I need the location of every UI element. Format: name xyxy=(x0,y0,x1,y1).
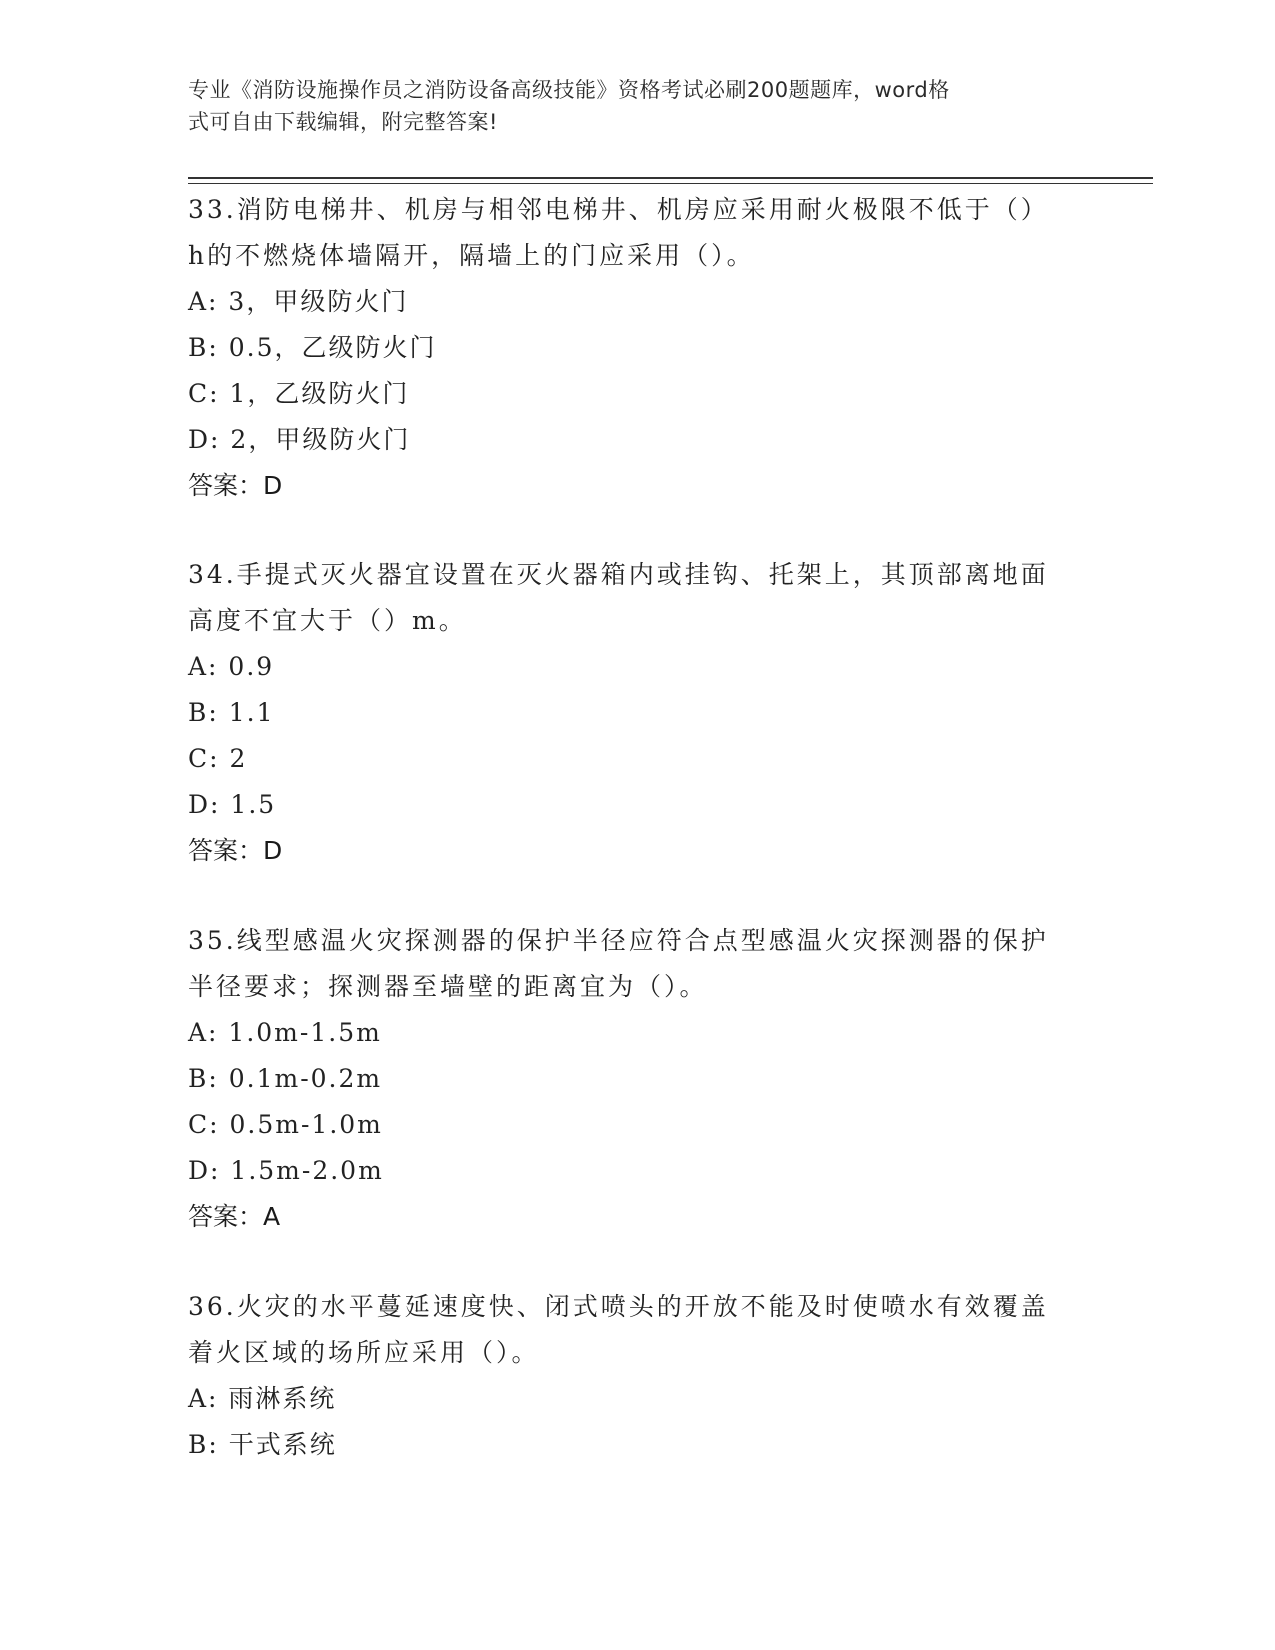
option-b: B: 0.5，乙级防火门 xyxy=(188,333,437,362)
answer-line: 答案：D xyxy=(188,836,283,865)
question-35 xyxy=(188,918,1088,1240)
question-stem-line: 33.消防电梯井、机房与相邻电梯井、机房应采用耐火极限不低于（） xyxy=(188,195,1049,224)
question-stem-line: 高度不宜大于（）m。 xyxy=(188,606,467,635)
option-b: B: 0.1m-0.2m xyxy=(188,1064,383,1093)
option-a: A: 1.0m-1.5m xyxy=(188,1018,382,1047)
option-a: A: 3，甲级防火门 xyxy=(188,287,409,316)
question-stem-line: 着火区域的场所应采用（）。 xyxy=(188,1338,540,1367)
question-stem-line: h的不燃烧体墙隔开，隔墙上的门应采用（）。 xyxy=(188,241,755,270)
option-c: C: 2 xyxy=(188,744,248,773)
question-33 xyxy=(188,187,1088,509)
option-d: D: 1.5 xyxy=(188,790,277,819)
header-divider-thick xyxy=(188,177,1153,179)
question-stem-line: 34.手提式灭火器宜设置在灭火器箱内或挂钩、托架上，其顶部离地面 xyxy=(188,560,1049,589)
option-b: B: 1.1 xyxy=(188,698,275,727)
header-line-2: 式可自由下载编辑，附完整答案! xyxy=(188,110,498,134)
option-a: A: 0.9 xyxy=(188,652,275,681)
question-34 xyxy=(188,552,1088,874)
answer-line: 答案：A xyxy=(188,1202,281,1231)
answer-line: 答案：D xyxy=(188,471,283,500)
option-d: D: 2，甲级防火门 xyxy=(188,425,411,454)
option-a: A: 雨淋系统 xyxy=(188,1384,337,1413)
header-divider-thin xyxy=(188,183,1153,184)
question-36 xyxy=(188,1284,1088,1468)
question-stem-line: 半径要求；探测器至墙壁的距离宜为（）。 xyxy=(188,972,708,1001)
document-header xyxy=(188,74,1078,138)
option-c: C: 0.5m-1.0m xyxy=(188,1110,383,1139)
option-b: B: 干式系统 xyxy=(188,1430,337,1459)
question-stem-line: 36.火灾的水平蔓延速度快、闭式喷头的开放不能及时使喷水有效覆盖 xyxy=(188,1292,1049,1321)
option-d: D: 1.5m-2.0m xyxy=(188,1156,384,1185)
header-line-1: 专业《消防设施操作员之消防设备高级技能》资格考试必刷200题题库，word格 xyxy=(188,78,950,102)
option-c: C: 1，乙级防火门 xyxy=(188,379,410,408)
question-stem-line: 35.线型感温火灾探测器的保护半径应符合点型感温火灾探测器的保护 xyxy=(188,926,1049,955)
